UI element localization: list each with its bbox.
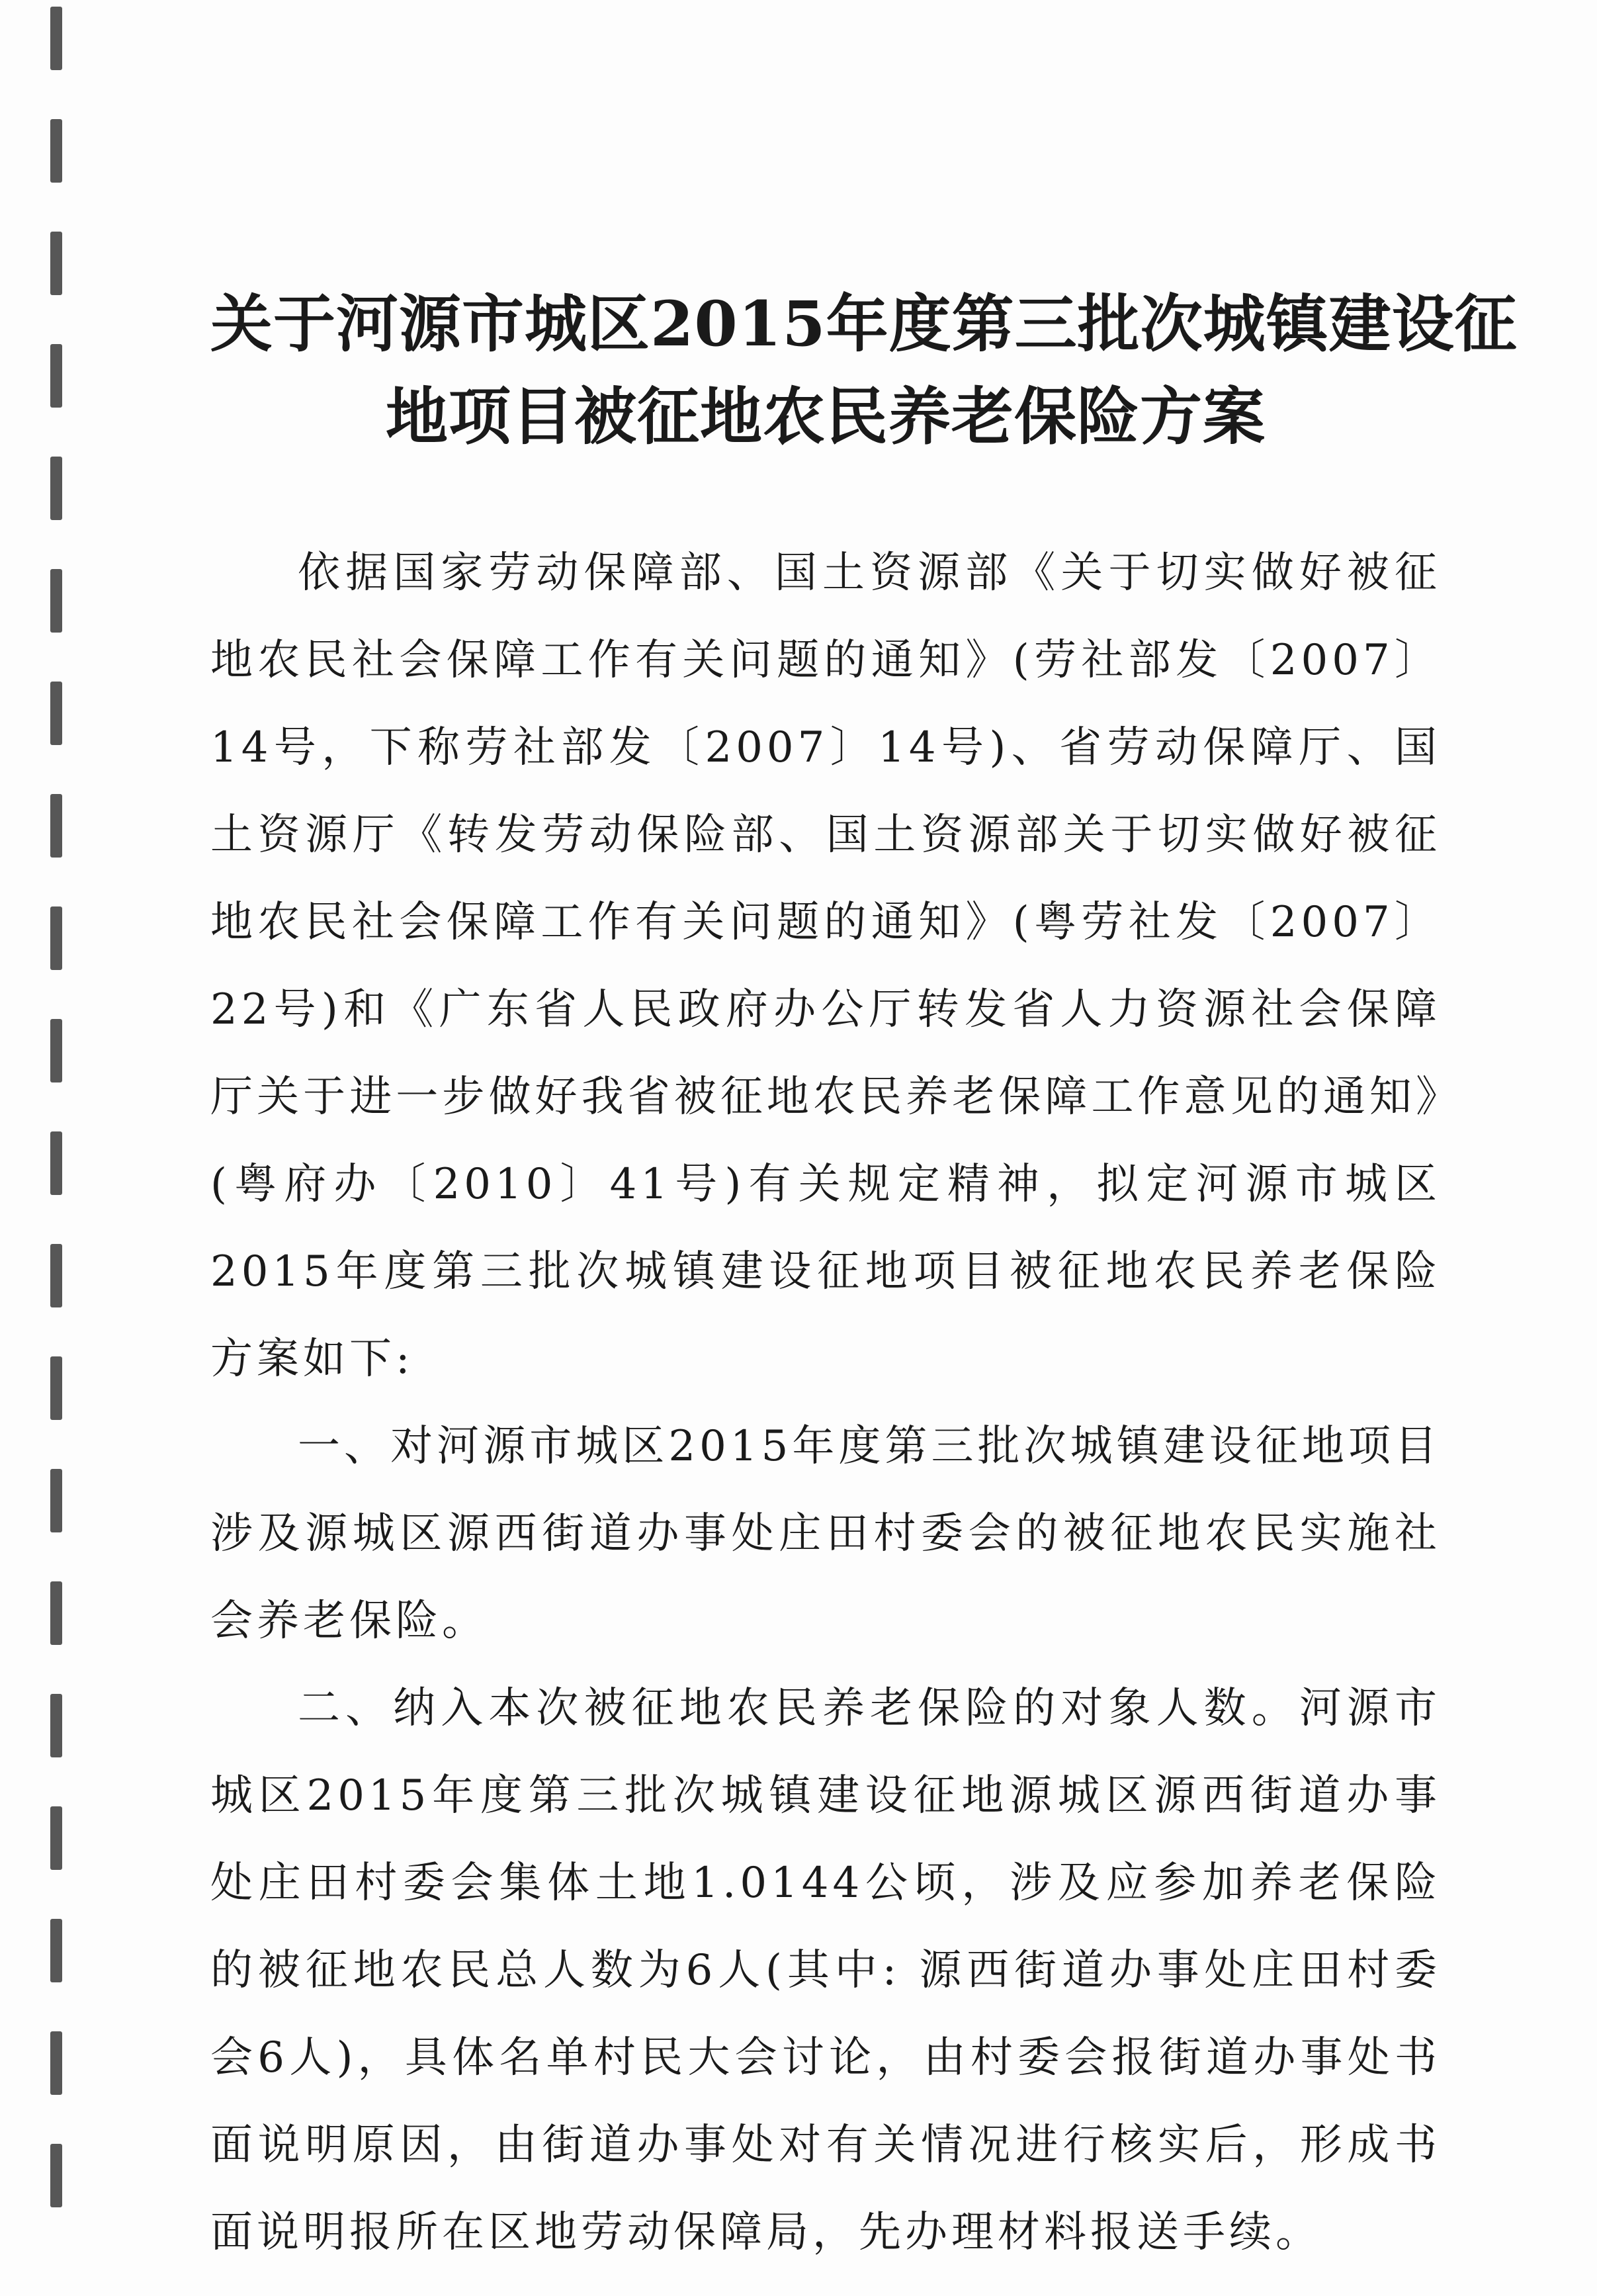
binding-mark [50, 1131, 62, 1195]
binding-mark [50, 682, 62, 745]
binding-mark [50, 1244, 62, 1307]
binding-mark [50, 1806, 62, 1870]
binding-mark [50, 7, 62, 70]
binding-mark [50, 906, 62, 970]
binding-mark [50, 232, 62, 295]
binding-mark [50, 794, 62, 858]
document-title [210, 278, 1518, 463]
binding-mark [50, 1019, 62, 1082]
title-line-2: 地项目被征地农民养老保险方案 [385, 380, 1266, 453]
title-line-1: 关于河源市城区2015年度第三批次城镇建设征 [210, 288, 1518, 361]
binding-mark [50, 1919, 62, 1982]
binding-mark [50, 1469, 62, 1532]
binding-mark [50, 2144, 62, 2207]
binding-mark [50, 344, 62, 408]
binding-mark [50, 1694, 62, 1757]
binding-mark [50, 2031, 62, 2095]
binding-mark [50, 119, 62, 183]
binding-mark [50, 1581, 62, 1645]
paragraph-basis: 依据国家劳动保障部、国土资源部《关于切实做好被征地农民社会保障工作有关问题的通知》(劳社部发〔2007〕14号，下称劳社部发〔2007〕14号)、省劳动保障厅、国土资源厅《转发劳动保险部、国土资源部关于切实做好被征地农民社会保障工作有关问题的通知》(粤劳社发〔2007〕22号)和《广东省人民政府办公厅转发省人力资源社会保障厅关于进一步做好我省被征地农民养老保障工作意见的通知》(粤府办〔2010〕41号)有关规定精神，拟定河源市城区2015年度第三批次城镇建设征地项目被征地农民养老保险方案如下: [210, 549, 1441, 1384]
binding-mark [50, 457, 62, 520]
paragraph-section-one: 一、对河源市城区2015年度第三批次城镇建设征地项目涉及源城区源西街道办事处庄田村委会的被征地农民实施社会养老保险。 [210, 1422, 1441, 1646]
binding-mark [50, 1356, 62, 1420]
binding-mark [50, 569, 62, 633]
paragraph-section-two: 二、纳入本次被征地农民养老保险的对象人数。河源市城区2015年度第三批次城镇建设征地源城区源西街道办事处庄田村委会集体土地1.0144公顷，涉及应参加养老保险的被征地农民总人数为6人(其中: 源西街道办事处庄田村委会6人)，具体名单村民大会讨论，由村委会报街道办事处书面说明原因，由街道办事处对有关情况进行核实后，形成书面说明报所在区地劳动保障局，先办理材料报送手续。 [210, 1684, 1441, 2257]
document-body [210, 278, 1518, 2276]
binding-marks [46, 0, 73, 2296]
